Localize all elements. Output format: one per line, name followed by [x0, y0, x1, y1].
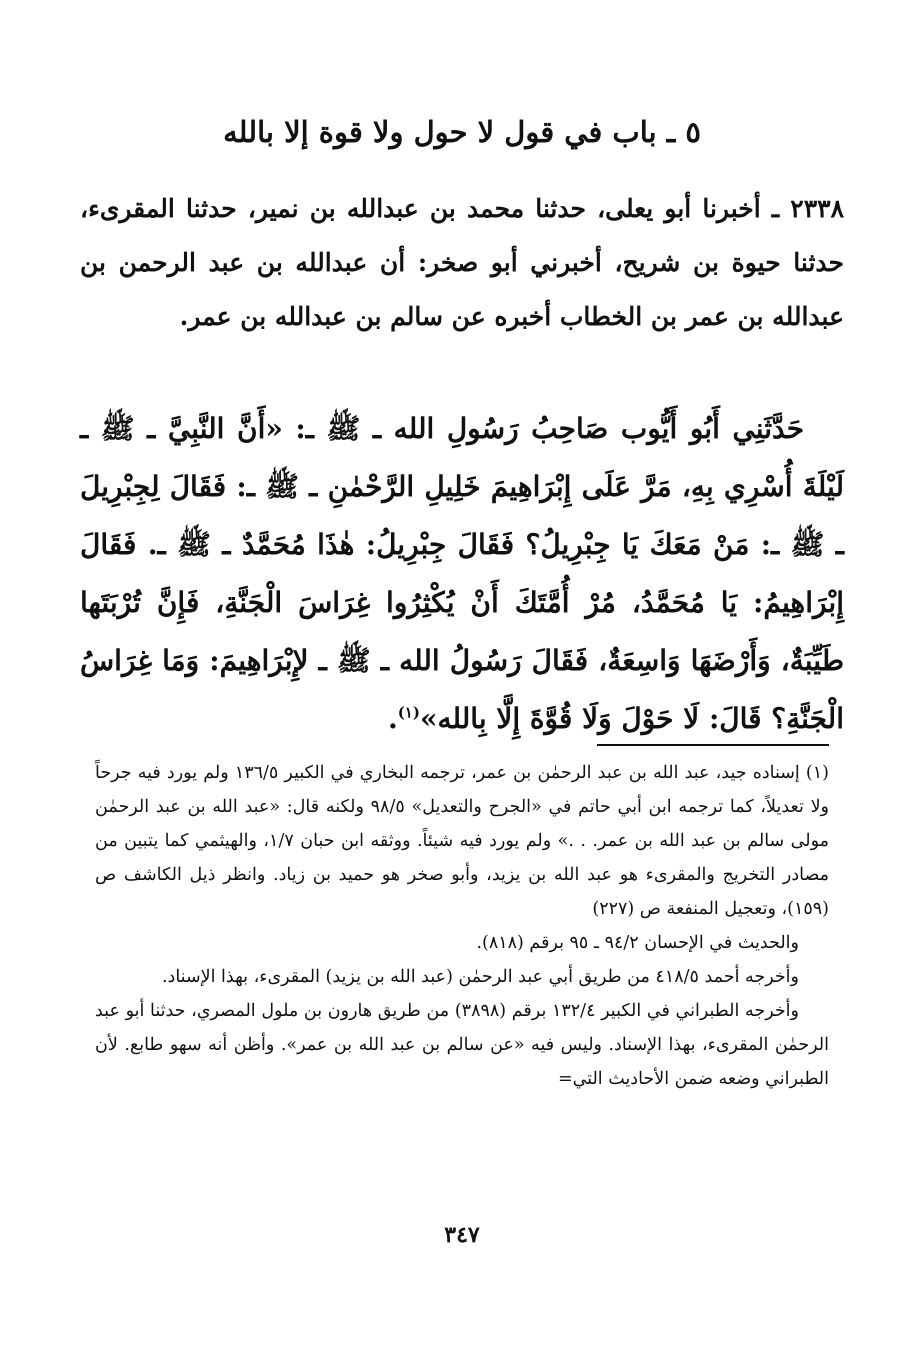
hadith-number: ٢٣٣٨ [790, 194, 844, 223]
chapter-title: ٥ ـ باب في قول لا حول ولا قوة إلا بالله [223, 115, 701, 149]
hadith-isnad-text: ـ أخبرنا أبو يعلى، حدثنا محمد بن عبدالله بن نمير، حدثنا المقرىء، حدثنا حيوة بن شريح، أخبرني أبو صخر: أن عبدالله بن عبد الرحمن بن عبدالله بن عمر بن الخطاب أخبره عن سالم بن عبدالله بن عمر. [80, 194, 844, 331]
footnote-separator [597, 744, 829, 746]
footnote-paragraph: وأخرجه الطبراني في الكبير ١٣٢/٤ برقم (٣٨٩٨) من طريق هارون بن ملول المصري، حدثنا أبو عبد الرحمٰن المقرىء، بهذا الإسناد. وليس فيه «عن سالم بن عبد الله بن عمر». وأظن أنه سهو طابع. لأن الطبراني وضعه ضمن الأحاديث التي= [95, 1001, 829, 1089]
hadith-matn [80, 400, 844, 748]
footnote-reference: (١) [397, 703, 420, 722]
footnotes [95, 756, 829, 1096]
footnote-paragraph: وأخرجه أحمد ٤١٨/٥ من طريق أبي عبد الرحمٰن (عبد الله بن يزيد) المقرىء، بهذا الإسناد. [161, 967, 799, 987]
page-number: ٣٤٧ [444, 1222, 480, 1248]
footnote-paragraph: (١) إسناده جيد، عبد الله بن عبد الرحمٰن بن عمر، ترجمه البخاري في الكبير ١٣٦/٥ ولم يورد فيه جرحاً ولا تعديلاً، كما ترجمه ابن أبي حاتم في «الجرح والتعديل» ٩٨/٥ ولكنه قال: «عبد الله بن عبد الرحمٰن مولى سالم بن عبد الله بن عمر. . .» ولم يورد فيه شيئاً. ووثقه ابن حبان ١/٧، والهيثمي كما يتبين من مصادر التخريج والمقرىء هو عبد الله بن يزيد، وأبو صخر هو حميد بن زياد. وانظر ذيل الكاشف ص (١٥٩)، وتعجيل المنفعة ص (٢٢٧) [95, 763, 829, 919]
hadith-isnad-block [80, 182, 844, 344]
hadith-matn-block [80, 400, 844, 748]
hadith-matn-end: . [387, 702, 398, 735]
hadith-matn-text: حَدَّثَنِي أَبُو أَيُّوب صَاحِبُ رَسُولِ الله ـ ﷺ ـ: «أَنَّ النَّبِيَّ ـ ﷺ ـ لَيْلَةَ أُسْرِي بِهِ، مَرَّ عَلَى إِبْرَاهِيمَ خَلِيلِ الرَّحْمٰنِ ـ ﷺ ـ: فَقَالَ لِجِبْرِيلَ ـ ﷺ ـ: مَنْ مَعَكَ يَا جِبْرِيلُ؟ فَقَالَ جِبْرِيلُ: هٰذَا مُحَمَّدٌ ـ ﷺ ـ. فَقَالَ إِبْرَاهِيمُ: يَا مُحَمَّدُ، مُرْ أُمَّتَكَ أَنْ يُكْثِرُوا غِرَاسَ الْجَنَّةِ، فَإِنَّ تُرْبَتَها طَيِّبَةٌ، وَأَرْضَهَا وَاسِعَةٌ، فَقَالَ رَسُولُ الله ـ ﷺ ـ لإِبْرَاهِيمَ: وَمَا غِرَاسُ الْجَنَّةِ؟ قَالَ: لَا حَوْلَ وَلَا قُوَّةَ إِلَّا بِالله» [80, 412, 844, 735]
footnote-paragraph: والحديث في الإحسان ٩٤/٢ ـ ٩٥ برقم (٨١٨). [476, 933, 799, 953]
hadith-isnad [80, 182, 844, 344]
